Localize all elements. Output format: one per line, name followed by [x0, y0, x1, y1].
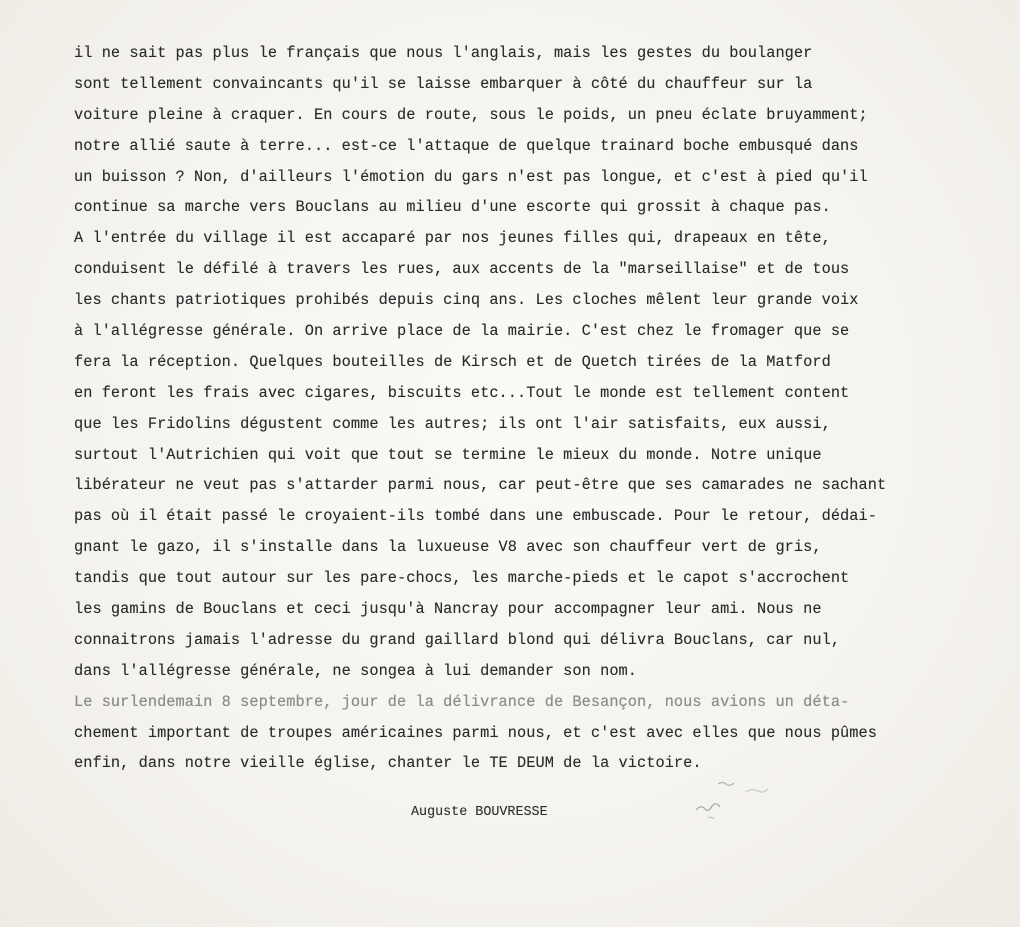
- text-line-20: connaitrons jamais l'adresse du grand gaillard blond qui délivra Bouclans, car nul,: [74, 630, 841, 649]
- text-line-14: surtout l'Autrichien qui voit que tout se termine le mieux du monde. Notre unique: [74, 445, 822, 464]
- text-line-21: dans l'allégresse générale, ne songea à lui demander son nom.: [74, 661, 638, 680]
- text-line-6: continue sa marche vers Bouclans au milieu d'une escorte qui grossit à chaque pas.: [74, 198, 831, 217]
- text-line-3: voiture pleine à craquer. En cours de route, sous le poids, un pneu éclate bruyamment;: [74, 105, 868, 124]
- text-line-10: à l'allégresse générale. On arrive place de la mairie. C'est chez le fromager que se: [74, 322, 850, 341]
- text-line-16: pas où il était passé le croyaient-ils tombé dans une embuscade. Pour le retour, dédai-: [74, 507, 877, 526]
- text-line-19: les gamins de Bouclans et ceci jusqu'à Nancray pour accompagner leur ami. Nous ne: [74, 600, 822, 619]
- text-line-9: les chants patriotiques prohibés depuis cinq ans. Les cloches mêlent leur grande voix: [74, 291, 859, 310]
- text-line-23: chement important de troupes américaines parmi nous, et c'est avec elles que nous pûmes: [74, 723, 877, 742]
- text-line-24: enfin, dans notre vieille église, chanter le TE DEUM de la victoire.: [74, 754, 702, 773]
- text-line-4: notre allié saute à terre... est-ce l'attaque de quelque trainard boche embusqué dans: [74, 136, 859, 155]
- text-line-18: tandis que tout autour sur les pare-chocs, les marche-pieds et le capot s'accrochent: [74, 569, 850, 588]
- text-line-12: en feront les frais avec cigares, biscuits etc...Tout le monde est tellement content: [74, 383, 850, 402]
- text-line-7: A l'entrée du village il est accaparé par nos jeunes filles qui, drapeaux en tête,: [74, 229, 831, 248]
- text-line-2: sont tellement convaincants qu'il se laisse embarquer à côté du chauffeur sur la: [74, 74, 813, 93]
- text-line-11: fera la réception. Quelques bouteilles de Kirsch et de Quetch tirées de la Matford: [74, 352, 831, 371]
- text-line-1: il ne sait pas plus le français que nous l'anglais, mais les gestes du boulanger: [74, 44, 813, 62]
- text-line-8: conduisent le défilé à travers les rues, aux accents de la "marseillaise" et de tous: [74, 260, 850, 279]
- pencil-scribble-mark: [688, 770, 798, 830]
- text-line-17: gnant le gazo, il s'installe dans la luxueuse V8 avec son chauffeur vert de gris,: [74, 538, 822, 557]
- text-line-13: que les Fridolins dégustent comme les autres; ils ont l'air satisfaits, eux aussi,: [74, 414, 831, 433]
- text-line-5: un buisson ? Non, d'ailleurs l'émotion du gars n'est pas longue, et c'est à pied qu'il: [74, 167, 868, 186]
- author-signature: Auguste BOUVRESSE: [411, 805, 548, 820]
- text-line-15: libérateur ne veut pas s'attarder parmi nous, car peut-être que ses camarades ne sachant: [74, 476, 887, 495]
- typed-text-body: [74, 38, 974, 779]
- text-line-22: Le surlendemain 8 septembre, jour de la délivrance de Besançon, nous avions un déta-: [74, 692, 850, 711]
